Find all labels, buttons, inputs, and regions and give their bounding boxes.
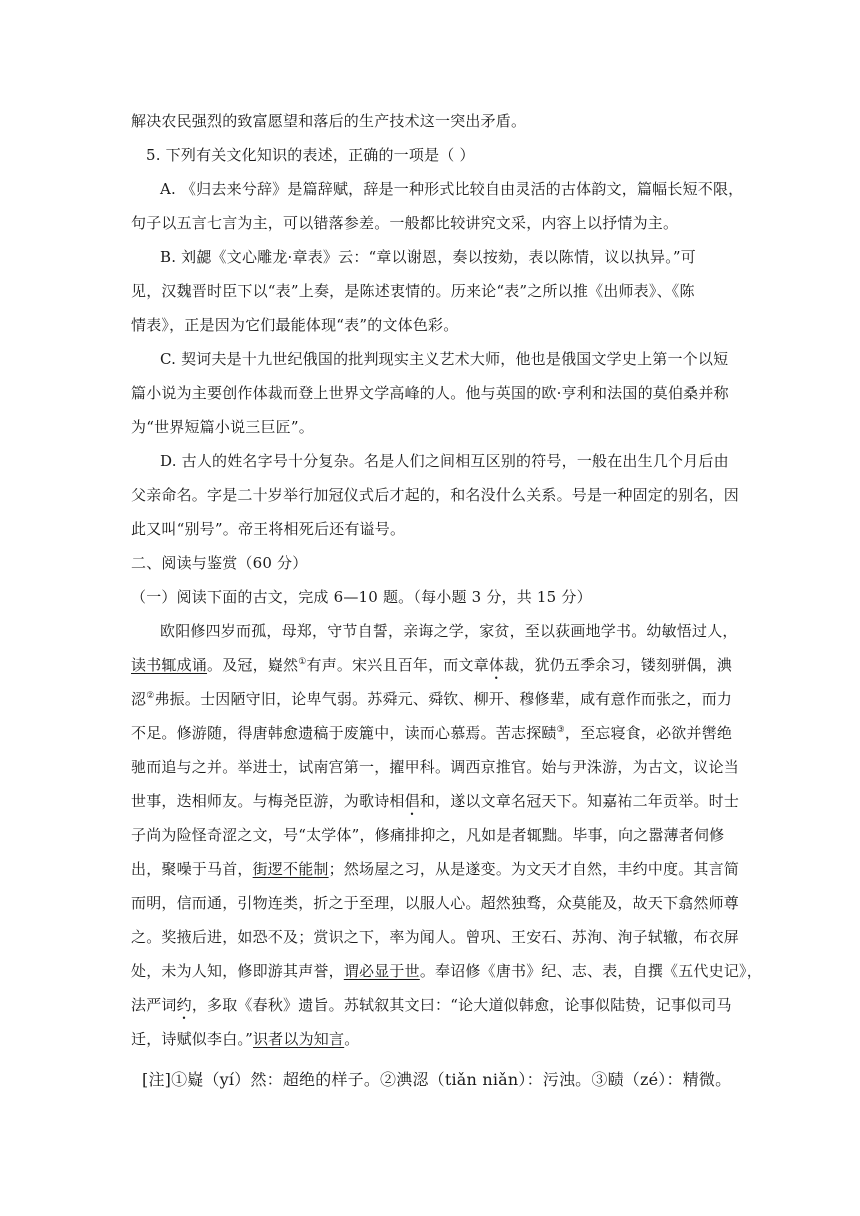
option-c-line-2: 篇小说为主要创作体裁而登上世界文学高峰的人。他与英国的欧·亨利和法国的莫伯桑并称 [131,384,729,402]
option-c-line-1: C. 契诃夫是十九世纪俄国的批判现实主义艺术大师，他也是俄国文学史上第一个以短 [160,350,729,368]
option-d-line-2: 父亲命名。字是二十岁举行加冠仪式后才起的，和名没什么关系。号是一种固定的别名，因 [131,486,740,504]
passage-text: 涊 [131,690,147,708]
underlined-sentence: 谓必显于世 [343,962,420,980]
passage-text: 法严词 [131,996,177,1014]
section-heading: 二、阅读与鉴赏（60 分） [131,554,308,572]
dotted-word: 倡 [404,792,420,810]
footnote-mark: ① [298,657,307,667]
passage-line [131,995,732,1023]
passage-line [131,859,739,879]
passage-text: ，多取《春秋》遗旨。苏轼叙其文曰：“论大道似韩愈，论事似陆贽，记事似司马 [191,996,732,1014]
option-c-line-3: 为“世界短篇小说三巨匠”。 [131,418,314,436]
underlined-sentence: 读书辄成诵 [131,656,208,674]
passage-line: 而明，信而通，引物连类，折之于至理，以服人心。超然独骛，众莫能及，故天下翕然师尊 [131,894,740,912]
passage-line: 欧阳修四岁而孤，母郑，守节自誓，亲诲之学，家贫，至以荻画地学书。幼敏悟过人， [160,622,738,640]
option-b-line-2: 见，汉魏晋时臣下以“表”上奏，是陈述衷情的。历来论“表”之所以推《出师表》、《陈 [131,282,695,300]
passage-line [131,689,732,709]
passage-text: 弗振。士因陋守旧，论卑气弱。苏舜元、舜钦、柳开、穆修辈，咸有意作而张之，而力 [154,690,733,708]
option-d-line-1: D. 古人的姓名字号十分复杂。名是人们之间相互区别的符号，一般在出生几个月后由 [160,452,729,470]
question-5-stem: 5. 下列有关文化知识的表述，正确的一项是（ ） [146,146,475,164]
footnote-mark: ② [146,691,155,701]
passage-line [131,655,732,683]
passage-line [131,1029,359,1049]
underlined-sentence: 识者以为知言 [252,1030,345,1048]
passage-text: 世事，迭相师友。与梅尧臣游，为歌诗相 [131,792,405,810]
passage-text: 迁，诗赋似李白。” [131,1030,253,1048]
footnote: [注]①嶷（yí）然：超绝的样子。②淟涊（tiǎn niǎn）：污浊。③赜（zé）：精微。 [142,1070,732,1089]
passage-line: 子尚为险怪奇涩之文，号“太学体”，修痛排抑之，凡如是者辄黜。毕事，向之嚣薄者伺修 [131,826,725,844]
option-a-line-2: 句子以五言七言为主，可以错落参差。一般都比较讲究文采，内容上以抒情为主。 [131,214,679,232]
dotted-word: 体 [488,656,505,674]
option-d-line-3: 此又叫“别号”。帝王将相死后还有谥号。 [131,520,406,538]
option-a-line-1: A. 《归去来兮辞》是篇辞赋，辞是一种形式比较自由灵活的古体韵文，篇幅长短不限， [160,180,744,198]
passage-line [131,961,762,981]
passage-text: 和，遂以文章名冠天下。知嘉祐二年贡举。时士 [419,792,740,810]
footnote-mark: ③ [556,725,565,735]
text-line: 解决农民强烈的致富愿望和落后的生产技术这一突出矛盾。 [131,112,527,130]
passage-line: 驰而追与之并。举进士，试南宫第一，擢甲科。调西京推官。始与尹洙游，为古文，议论当 [131,758,740,776]
passage-text: 。奉诏修《唐书》纪、志、表，自撰《五代史记》， [419,962,762,980]
passage-text: 。 [344,1030,360,1048]
passage-text: 处，未为人知，修即游其声誉， [131,962,344,980]
passage-line [131,791,739,819]
option-b-line-1: B. 刘勰《文心雕龙·章表》云：“章以谢恩，奏以按劾，表以陈情，议以执异。”可 [160,248,696,266]
subsection-heading: （一）阅读下面的古文，完成 6—10 题。（每小题 3 分，共 15 分） [131,588,592,606]
passage-text: 出，聚噪于马首， [131,860,253,878]
underlined-sentence: 街逻不能制 [252,860,329,878]
passage-line [131,723,732,743]
passage-text: ，至忘寝食，必欲并辔绝 [564,724,733,742]
passage-text: 裁，犹仍五季余习，镂刻骈偶，淟 [504,656,733,674]
dotted-word: 约 [176,996,192,1014]
passage-text: 。及冠，嶷然 [207,656,299,674]
passage-line: 之。奖掖后进，如恐不及；赏识之下，率为闻人。曾巩、王安石、苏洵、洵子轼辙，布衣屏 [131,928,740,946]
passage-text: 不足。修游随，得唐韩愈遗稿于废簏中，读而心慕焉。苦志探赜 [131,724,557,742]
passage-text: ；然场屋之习，从是遂变。为文天才自然，丰约中度。其言简 [328,860,740,878]
option-b-line-3: 情表》，正是因为它们最能体现“表”的文体色彩。 [131,316,459,334]
passage-text: 有声。宋兴且百年，而文章 [306,656,489,674]
